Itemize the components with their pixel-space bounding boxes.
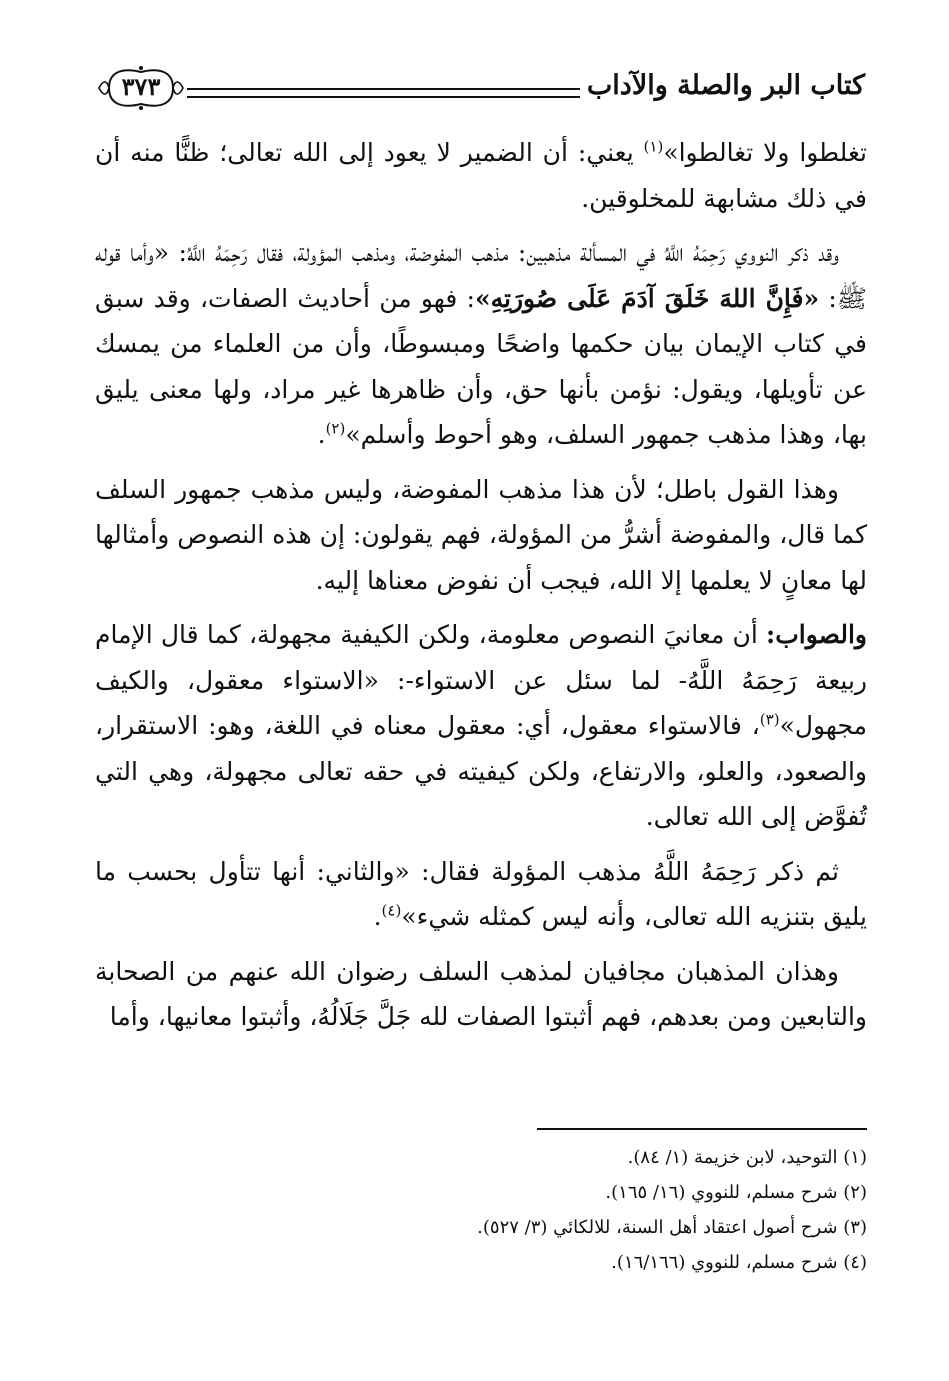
paragraph: [95, 230, 867, 458]
text-run: وقد ذكر النووي رَحِمَهُ اللَّهُ في المسألة مذهبين: مذهب المفوضة، ومذهب المؤولة، فقال رَحِمَهُ اللَّهُ: «وأما قوله ﷺ:: [95, 238, 867, 313]
text-run: ثم ذكر رَحِمَهُ اللَّهُ مذهب المؤولة فقال: «والثاني: أنها تتأول بحسب ما يليق بتنزيه الله تعالى، وأنه ليس كمثله شيء»: [95, 856, 867, 931]
paragraph: [95, 130, 867, 221]
text-run: تغلطوا ولا تغالطوا»: [663, 138, 867, 167]
footnote: (٤) شرح مسلم، للنووي (١٦/١٦٦).: [611, 1252, 867, 1273]
text-run: : فهو من أحاديث الصفات، وقد سبق في كتاب الإيمان بيان حكمها واضحًا ومبسوطًا، وأن من العلماء من يمسك عن تأويلها، ويقول: نؤمن بأنها حق، وأن ظاهرها غير مراد، ولها معنى يليق بها، وهذا مذهب جمهور السلف، وهو أحوط وأسلم»: [95, 283, 867, 449]
footnote-separator: [537, 1128, 867, 1130]
text-run: .: [317, 420, 326, 449]
footnote-ref: (١): [643, 137, 664, 156]
text-run: يعني: أن الضمير لا يعود إلى الله تعالى؛ ظنًّا منه أن في ذلك مشابهة للمخلوقين.: [95, 138, 867, 213]
book-title: كتاب البر والصلة والآداب: [586, 70, 865, 101]
text-run: وهذان المذهبان مجافيان لمذهب السلف رضوان الله عنهم من الصحابة والتابعين ومن بعدهم، فهم أثبتوا الصفات لله جَلَّ جَلَالُهُ، وأثبتوا معانيها، وأما: [95, 956, 867, 1031]
paragraph: [95, 612, 867, 840]
page-number-ornament: [95, 62, 187, 114]
text-run: ، فالاستواء معقول، أي: معقول معناه في اللغة، وهو: الاستقرار، والصعود، والعلو، والارتفاع، ولكن كيفيته في حقه تعالى مجهولة، وهي التي تُفوَّض إلى الله تعالى.: [95, 711, 867, 831]
footnotes: [167, 1140, 867, 1280]
footnote: (١) التوحيد، لابن خزيمة (١/ ٨٤).: [627, 1147, 867, 1168]
footnote-ref: (٤): [381, 901, 402, 920]
hadith-quote: «فَإِنَّ اللهَ خَلَقَ آدَمَ عَلَى صُورَتِهِ»: [474, 283, 820, 313]
paragraph: [95, 849, 867, 940]
text-run: وهذا القول باطل؛ لأن هذا مذهب المفوضة، وليس مذهب جمهور السلف كما قال، والمفوضة أشرُّ من المؤولة، فهم يقولون: إن هذه النصوص وأمثالها لها معانٍ لا يعلمها إلا الله، فيجب أن نفوض معناها إليه.: [95, 474, 867, 595]
text-run: .: [373, 902, 382, 931]
footnote-ref: (٣): [759, 710, 780, 729]
footnote: (٢) شرح مسلم، للنووي (١٦/ ١٦٥).: [605, 1182, 867, 1203]
paragraph: [95, 949, 867, 1040]
footnote-ref: (٢): [325, 419, 346, 438]
paragraph: [95, 467, 867, 604]
header-rule: [187, 88, 580, 98]
main-text: [95, 130, 867, 1049]
page-number: ٣٧٣: [121, 72, 161, 101]
lead-word: والصواب:: [766, 620, 867, 649]
text-run: أن معانيَ النصوص معلومة، ولكن الكيفية مجهولة، كما قال الإمام ربيعة رَحِمَهُ اللَّهُ- لما سئل عن الاستواء-: «الاستواء معقول، والكيف مجهول»: [95, 620, 867, 740]
footnote: (٣) شرح أصول اعتقاد أهل السنة، للالكائي (٣/ ٥٢٧).: [477, 1217, 867, 1238]
page-header: [95, 62, 865, 122]
